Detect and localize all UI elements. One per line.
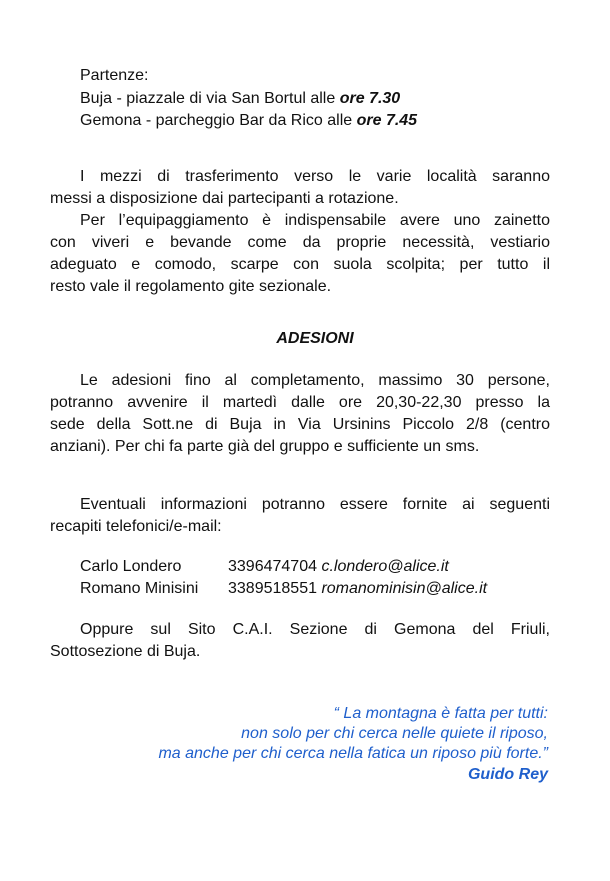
departures-title: Partenze: (80, 67, 149, 84)
departure-gemona-time: ore 7.45 (356, 112, 418, 129)
adesioni-line-4: anziani). Per chi fa parte già del gruppo e sufficiente un sms. (50, 438, 480, 455)
adesioni-line-1: Le adesioni fino al completamento, massimo 30 persone, (80, 372, 550, 389)
contact-email: romanominisin@alice.it (321, 580, 488, 597)
quote-line-2: non solo per chi cerca nelle quiete il riposo, (241, 725, 548, 742)
equipment-line-1: Per l’equipaggiamento è indispensabile avere uno zainetto (80, 212, 550, 229)
contact-row (80, 579, 550, 599)
contact-name: Carlo Londero (80, 558, 182, 575)
document-page (50, 0, 550, 881)
adesioni-line-2: potranno avvenire il martedì dalle ore 20,30-22,30 presso la (50, 394, 550, 411)
info-line-1: Eventuali informazioni potranno essere fornite ai seguenti (80, 496, 550, 513)
site-line-2: Sottosezione di Buja. (50, 643, 201, 660)
contact-email: c.londero@alice.it (321, 558, 449, 575)
site-line-1: Oppure sul Sito C.A.I. Sezione di Gemona del Friuli, (80, 621, 550, 638)
departure-buja (80, 89, 550, 109)
adesioni-heading: ADESIONI (276, 330, 354, 347)
contact-phone: 3396474704 (228, 558, 317, 575)
transport-line-1: I mezzi di trasferimento verso le varie località saranno (80, 168, 550, 185)
quote-author: Guido Rey (467, 766, 548, 783)
contact-phone: 3389518551 (228, 580, 317, 597)
quote-line-1: “ La montagna è fatta per tutti: (333, 705, 548, 722)
transport-line-2: messi a disposizione dai partecipanti a rotazione. (50, 190, 399, 207)
departure-gemona (80, 111, 550, 131)
equipment-line-3: adeguato e comodo, scarpe con suola scolpita; per tutto il (50, 256, 550, 273)
contact-name: Romano Minisini (80, 580, 199, 597)
quote-line-3: ma anche per chi cerca nella fatica un riposo più forte.” (158, 745, 548, 762)
equipment-line-4: resto vale il regolamento gite sezionale. (50, 278, 332, 295)
equipment-line-2: con viveri e bevande come da proprie necessità, vestiario (50, 234, 550, 251)
departure-buja-text: Buja - piazzale di via San Bortul alle (80, 90, 340, 107)
contact-row (80, 557, 550, 577)
adesioni-line-3: sede della Sott.ne di Buja in Via Ursinins Piccolo 2/8 (centro (50, 416, 550, 433)
departure-gemona-text: Gemona - parcheggio Bar da Rico alle (80, 112, 357, 129)
departure-buja-time: ore 7.30 (339, 90, 401, 107)
info-line-2: recapiti telefonici/e-mail: (50, 518, 222, 535)
